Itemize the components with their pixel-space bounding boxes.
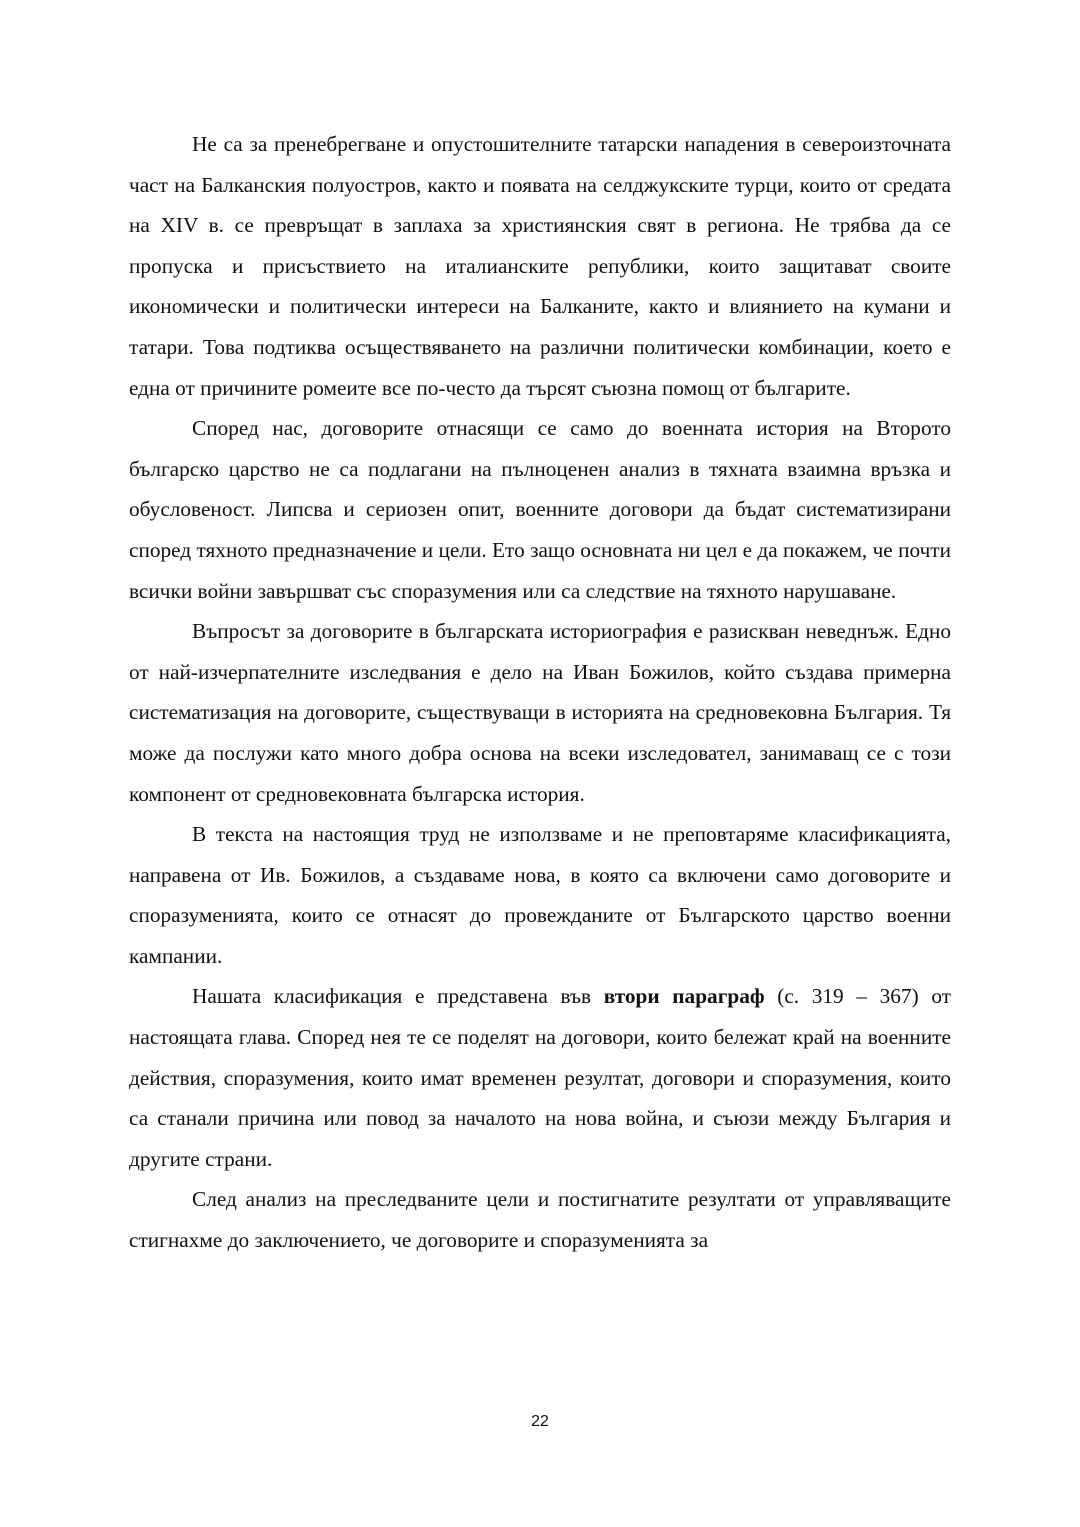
- paragraph-2: Според нас, договорите отнасящи се само до военната история на Второто българско царство не са подлагани на пълноценен анализ в тяхната взаимна връзка и обусловеност. Липсва и сериозен опит, военните договори да бъдат систематизирани според тяхното предназначение и цели. Ето защо основната ни цел е да покажем, че почти всички войни завършват със споразумения или са следствие на тяхното нарушаване.: [129, 416, 951, 603]
- page-number: 22: [531, 1413, 549, 1430]
- paragraph-5-bold-reference: втори параграф: [603, 984, 765, 1009]
- paragraph-1: Не са за пренебрегване и опустошителните татарски нападения в североизточната част на Балканския полуостров, както и появата на селджукските турци, които от средата на XIV в. се превръщат в заплаха за християнския свят в региона. Не трябва да се пропуска и присъствието на италианските републики, които защитават своите икономически и политически интереси на Балканите, както и влиянието на кумани и татари. Това подтиква осъществяването на различни политически комбинации, което е една от причините ромеите все по-често да търсят съюзна помощ от българите.: [129, 132, 951, 400]
- body-text: [129, 124, 951, 1261]
- paragraph-5: [129, 976, 951, 1179]
- paragraph-3: Въпросът за договорите в българската историография е разискван неведнъж. Едно от най-изчерпателните изследвания е дело на Иван Божилов, който създава примерна систематизация на договорите, съществуващи в историята на средновековна България. Тя може да послужи като много добра основа на всеки изследовател, занимаващ се с този компонент от средновековната българска история.: [129, 619, 951, 806]
- paragraph-5-end: (с. 319 – 367) от настоящата глава. Според нея те се поделят на договори, които бележат край на военните действия, споразумения, които имат временен резултат, договори и споразумения, които са станали причина или повод за началото на нова война, и съюзи между България и другите страни.: [129, 984, 951, 1171]
- paragraph-5-start: Нашата класификация е представена във: [192, 984, 604, 1009]
- paragraph-4: В текста на настоящия труд не използваме и не преповтаряме класификацията, направена от Ив. Божилов, а създаваме нова, в която са включени само договорите и споразуменията, които се отнасят до провежданите от Българското царство военни кампании.: [129, 822, 951, 968]
- paragraph-6: След анализ на преследваните цели и постигнатите резултати от управляващите стигнахме до заключението, че договорите и споразуменията за: [129, 1187, 951, 1253]
